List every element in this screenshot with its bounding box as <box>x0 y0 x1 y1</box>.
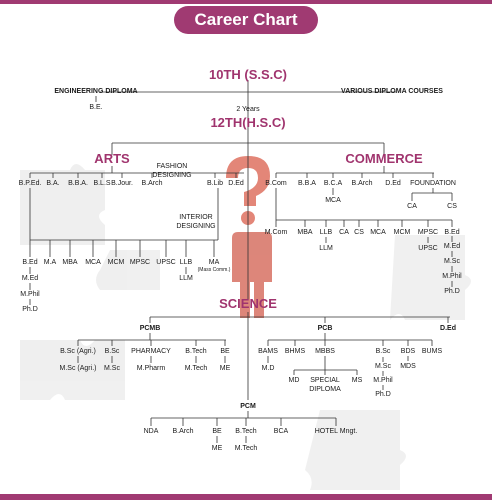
pcb-course-4: BDS <box>400 348 416 355</box>
commerce-upsc-node: UPSC <box>418 245 438 252</box>
arts-course-bped: B.P.Ed. <box>18 180 42 187</box>
arts-course-fashion-designing: FASHION DESIGNING <box>152 163 192 179</box>
science-heading: SCIENCE <box>219 296 277 311</box>
hsc-heading: 12TH(H.S.C) <box>210 115 286 130</box>
pcb-course-0: BAMS <box>258 348 278 355</box>
pcm-course-1: B.Arch <box>172 428 194 435</box>
engineering-diploma-node: ENGINEERING DIPLOMA <box>54 88 138 95</box>
arts-pg-1: M.A <box>43 259 57 266</box>
pcmb-course-3: B.Tech <box>185 348 207 355</box>
arts-med-node: M.Ed <box>21 275 39 282</box>
commerce-pg-2: LLB <box>319 229 333 236</box>
pcmb-next-2: M.Pharm <box>136 365 166 372</box>
arts-course-blib: B.Lib <box>207 180 223 187</box>
commerce-course-1: B.B.A <box>298 180 316 187</box>
pcm-heading: PCM <box>240 403 256 410</box>
page-title: Career Chart <box>174 6 318 34</box>
various-diploma-node: VARIOUS DIPLOMA COURSES <box>341 88 443 95</box>
commerce-pg-0: M.Com <box>264 229 288 236</box>
arts-phd-node: Ph.D <box>22 306 38 313</box>
arts-mass-comm-note: (Mass Comm.) <box>197 267 231 273</box>
duration-label: 2 Years <box>236 106 260 113</box>
pcb-md-node: M.D <box>261 365 275 372</box>
pcmb-course-2: PHARMACY <box>131 348 171 355</box>
arts-course-barch: B.Arch <box>141 180 163 187</box>
arts-pg-3: MCA <box>85 259 101 266</box>
pcm-course-0: NDA <box>143 428 159 435</box>
pcb-course-5: BUMS <box>421 348 443 355</box>
pcmb-next-0: M.Sc (Agri.) <box>59 365 97 372</box>
pcm-course-2: BE <box>212 428 222 435</box>
commerce-mca-node: MCA <box>325 197 341 204</box>
pcm-course-5: HOTEL Mngt. <box>314 428 358 435</box>
pcmb-heading: PCMB <box>139 325 161 332</box>
arts-course-interior-designing: INTERIOR DESIGNING <box>176 214 216 230</box>
ssc-heading: 10TH (S.S.C) <box>208 67 288 82</box>
science-ded-node: D.Ed <box>440 325 456 332</box>
commerce-course-3: B.Arch <box>351 180 373 187</box>
pcmb-next-3: M.Tech <box>184 365 208 372</box>
arts-course-bls: B.L.S <box>93 180 111 187</box>
commerce-pg-8: B.Ed <box>444 229 460 236</box>
pcmb-next-4: ME <box>219 365 231 372</box>
pcb-bsc-chain-1: M.Phil <box>373 377 393 384</box>
pcb-mds-node: MDS <box>400 363 416 370</box>
pcb-bsc-chain-2: Ph.D <box>375 391 391 398</box>
commerce-pg-1: MBA <box>297 229 313 236</box>
arts-pg-2: MBA <box>62 259 78 266</box>
commerce-course-0: B.Com <box>265 180 287 187</box>
pcb-special-diploma-node: SPECIAL DIPLOMA <box>309 377 341 393</box>
commerce-bed-chain-1: M.Sc <box>444 258 460 265</box>
pcmb-course-4: BE <box>220 348 230 355</box>
commerce-llm-node: LLM <box>319 245 333 252</box>
arts-course-bjour: B.Jour. <box>111 180 133 187</box>
pcb-heading: PCB <box>317 325 333 332</box>
pcb-course-2: MBBS <box>315 348 335 355</box>
pcb-course-3: B.Sc <box>375 348 391 355</box>
pcm-course-4: BCA <box>273 428 289 435</box>
commerce-course-5: FOUNDATION <box>410 180 456 187</box>
arts-course-ba: B.A. <box>46 180 60 187</box>
arts-pg-0: B.Ed <box>22 259 38 266</box>
commerce-course-2: B.C.A <box>323 180 343 187</box>
arts-pg-5: MPSC <box>129 259 151 266</box>
arts-mphil-node: M.Phil <box>20 291 40 298</box>
pcm-me-node: ME <box>211 445 223 452</box>
commerce-pg-5: MCA <box>370 229 386 236</box>
commerce-ca-node: CA <box>407 203 417 210</box>
arts-course-ded: D.Ed <box>228 180 244 187</box>
arts-pg-7: LLB <box>179 259 193 266</box>
pcmb-next-1: M.Sc <box>104 365 120 372</box>
arts-pg-6: UPSC <box>156 259 176 266</box>
commerce-bed-chain-3: Ph.D <box>444 288 460 295</box>
bottom-accent-bar <box>0 494 492 500</box>
commerce-course-4: D.Ed <box>385 180 401 187</box>
arts-course-bba: B.B.A. <box>68 180 88 187</box>
arts-pg-8: MA <box>208 259 220 266</box>
pcmb-course-0: B.Sc (Agri.) <box>60 348 96 355</box>
be-diploma-node: B.E. <box>89 104 103 111</box>
pcb-ms-node: MS <box>351 377 363 384</box>
commerce-pg-6: MCM <box>393 229 411 236</box>
pcmb-course-1: B.Sc <box>104 348 120 355</box>
commerce-bed-chain-0: M.Ed <box>443 243 461 250</box>
pcb-bsc-chain-0: M.Sc <box>375 363 391 370</box>
arts-heading: ARTS <box>94 151 130 166</box>
arts-llm-node: LLM <box>179 275 193 282</box>
commerce-pg-3: CA <box>339 229 349 236</box>
commerce-cs-node: CS <box>447 203 457 210</box>
pcb-course-1: BHMS <box>284 348 306 355</box>
arts-pg-4: MCM <box>107 259 125 266</box>
commerce-heading: COMMERCE <box>345 151 423 166</box>
pcm-mtech-node: M.Tech <box>234 445 258 452</box>
commerce-pg-4: CS <box>354 229 364 236</box>
commerce-pg-7: MPSC <box>417 229 439 236</box>
pcb-mbbs-md-node: MD <box>288 377 300 384</box>
commerce-bed-chain-2: M.Phil <box>442 273 462 280</box>
pcm-course-3: B.Tech <box>235 428 257 435</box>
